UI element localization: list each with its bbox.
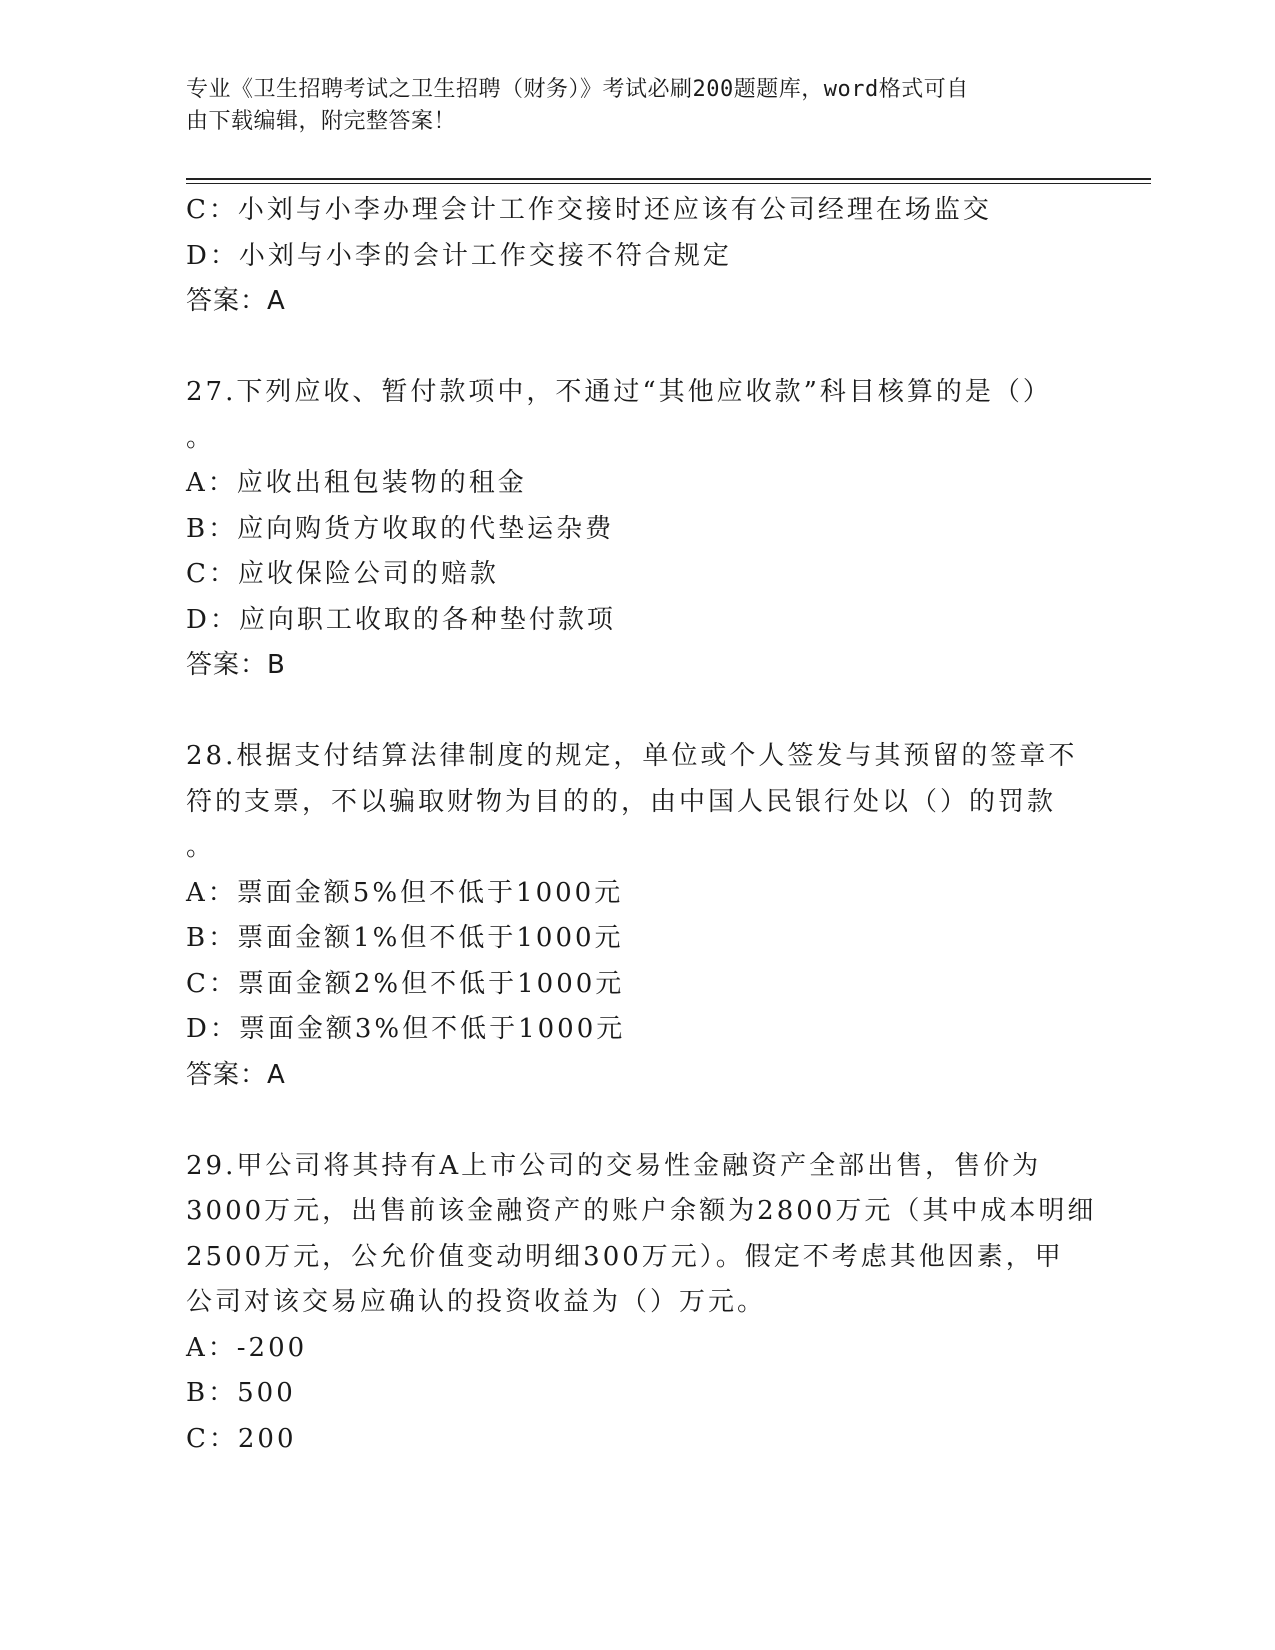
option-a: A：应收出租包装物的租金 xyxy=(186,468,527,498)
option-c: C：200 xyxy=(186,1423,297,1454)
option-c: C：应收保险公司的赔款 xyxy=(186,559,499,589)
question-29 xyxy=(186,1144,1097,1463)
option-c: C：小刘与小李办理会计工作交接时还应该有公司经理在场监交 xyxy=(186,195,992,225)
answer-line: 答案：A xyxy=(186,286,286,316)
answer-line: 答案：A xyxy=(186,1059,286,1090)
question-list xyxy=(186,188,1097,1462)
option-a: A：-200 xyxy=(186,1332,308,1363)
question-text: 28.根据支付结算法律制度的规定，单位或个人签发与其预留的签章不 xyxy=(186,741,1078,771)
header-line-1: 专业《卫生招聘考试之卫生招聘（财务）》考试必刷200题题库，word格式可自 xyxy=(186,77,969,102)
header-divider-thin xyxy=(186,183,1151,184)
question-text: 。 xyxy=(186,422,216,453)
option-b: B：票面金额1%但不低于1000元 xyxy=(186,923,624,953)
question-26-continued xyxy=(186,188,1086,325)
option-d: D：票面金额3%但不低于1000元 xyxy=(186,1014,626,1044)
question-text: 2500万元，公允价值变动明细300万元）。假定不考虑其他因素，甲 xyxy=(186,1241,1064,1272)
option-c: C：票面金额2%但不低于1000元 xyxy=(186,968,625,999)
question-text: 符的支票，不以骗取财物为目的的，由中国人民银行处以（）的罚款 xyxy=(186,786,1057,817)
header-line-2: 由下载编辑，附完整答案！ xyxy=(186,109,457,134)
option-b: B：应向购货方收取的代垫运杂费 xyxy=(186,513,615,544)
header-divider-thick xyxy=(186,178,1151,180)
question-text: 27.下列应收、暂付款项中，不通过“其他应收款”科目核算的是（） xyxy=(186,377,1052,407)
question-text: 公司对该交易应确认的投资收益为（）万元。 xyxy=(186,1287,767,1317)
document-header xyxy=(186,74,1066,138)
question-text: 29.甲公司将其持有A上市公司的交易性金融资产全部出售，售价为 xyxy=(186,1150,1042,1181)
question-text: 3000万元，出售前该金融资产的账户余额为2800万元（其中成本明细 xyxy=(186,1196,1097,1226)
answer-line: 答案：B xyxy=(186,650,286,680)
question-27 xyxy=(186,370,1086,689)
question-text: 。 xyxy=(186,832,216,862)
option-d: D：小刘与小李的会计工作交接不符合规定 xyxy=(186,240,732,271)
option-d: D：应向职工收取的各种垫付款项 xyxy=(186,604,616,635)
question-28 xyxy=(186,734,1086,1098)
option-a: A：票面金额5%但不低于1000元 xyxy=(186,877,624,908)
option-b: B：500 xyxy=(186,1378,296,1408)
